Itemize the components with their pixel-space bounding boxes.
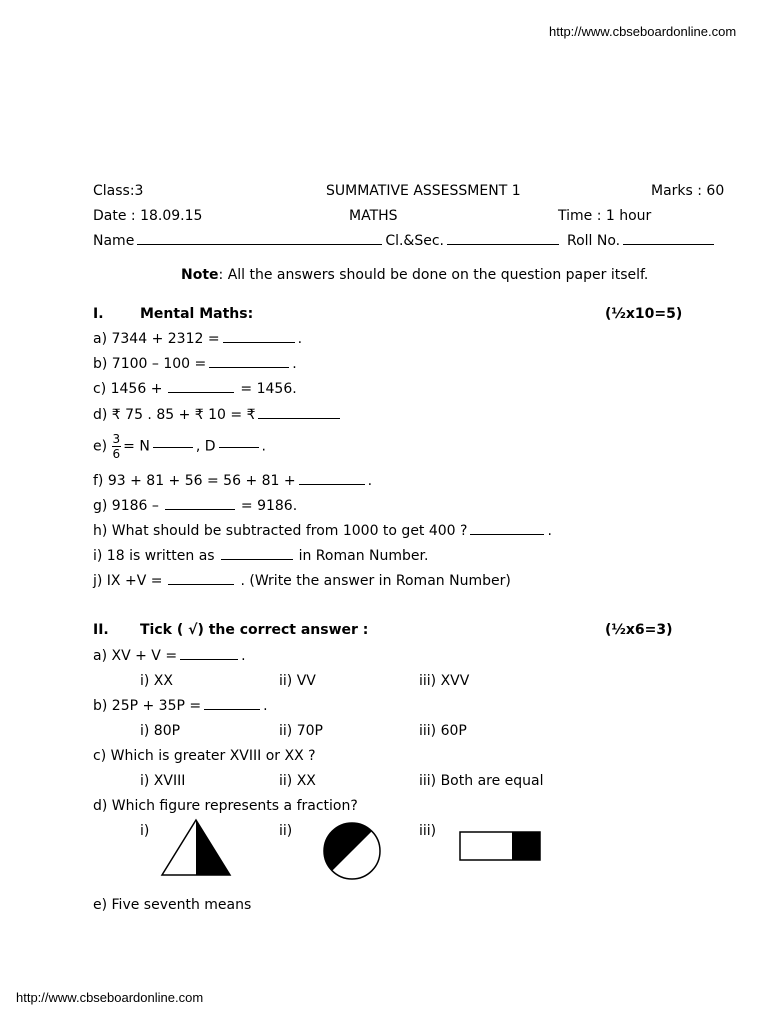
name-row [93, 233, 562, 249]
question-1a [93, 331, 302, 347]
roll-row [567, 233, 717, 249]
question-text: j) IX +V = [93, 573, 163, 589]
subject-label: MATHS [349, 208, 398, 224]
question-2a [93, 648, 246, 664]
option-2d-i[interactable]: i) [140, 823, 150, 839]
section1-number: I. [93, 306, 104, 322]
question-text: e) [93, 438, 108, 455]
answer-blank[interactable] [223, 341, 295, 343]
question-text: a) XV + V = [93, 648, 178, 664]
fraction-denominator: 6 [112, 447, 121, 461]
question-text: = N [123, 438, 150, 455]
answer-blank[interactable] [153, 446, 193, 448]
question-2c: c) Which is greater XVIII or XX ? [93, 748, 316, 764]
answer-blank[interactable] [219, 446, 259, 448]
figure-half-shaded-circle[interactable] [320, 821, 384, 881]
question-1j [93, 573, 511, 589]
question-1g [93, 498, 297, 514]
question-1c [93, 381, 297, 397]
roll-blank[interactable] [623, 243, 714, 245]
answer-blank[interactable] [470, 533, 544, 535]
question-text: f) 93 + 81 + 56 = 56 + 81 + [93, 473, 296, 489]
question-1h [93, 523, 552, 539]
question-text: = 9186. [240, 498, 298, 514]
question-text: . [241, 648, 246, 664]
question-text: h) What should be subtracted from 1000 to get 400 ? [93, 523, 468, 539]
question-1b [93, 356, 297, 372]
option-2d-ii[interactable]: ii) [279, 823, 293, 839]
source-url-top: http://www.cbseboardonline.com [549, 24, 737, 39]
answer-blank[interactable] [221, 558, 293, 560]
question-1e [93, 432, 266, 461]
question-2d: d) Which figure represents a fraction? [93, 798, 358, 814]
question-1f [93, 473, 372, 489]
date-label: Date : 18.09.15 [93, 208, 203, 224]
figure-shaded-rectangle[interactable] [459, 831, 543, 863]
question-text: . [292, 356, 297, 372]
figure-half-shaded-triangle[interactable] [160, 818, 232, 878]
answer-blank[interactable] [299, 483, 365, 485]
option-2c-iii[interactable]: iii) Both are equal [419, 773, 544, 789]
time-label: Time : 1 hour [558, 208, 652, 224]
note-label: Note [181, 267, 219, 283]
question-text: . [547, 523, 552, 539]
question-2e: e) Five seventh means [93, 897, 252, 913]
question-text: a) 7344 + 2312 = [93, 331, 220, 347]
question-text: b) 25P + 35P = [93, 698, 202, 714]
question-text: = 1456. [240, 381, 297, 397]
option-2a-i[interactable]: i) XX [140, 673, 173, 689]
answer-blank[interactable] [180, 658, 238, 660]
exam-title: SUMMATIVE ASSESSMENT 1 [326, 183, 521, 199]
option-2a-iii[interactable]: iii) XVV [419, 673, 470, 689]
answer-blank[interactable] [168, 583, 234, 585]
question-text: b) 7100 – 100 = [93, 356, 207, 372]
option-2c-ii[interactable]: ii) XX [279, 773, 316, 789]
fraction [112, 432, 122, 461]
class-label: Class:3 [93, 183, 144, 199]
option-2d-iii[interactable]: iii) [419, 823, 437, 839]
option-2b-iii[interactable]: iii) 60P [419, 723, 467, 739]
question-text: c) 1456 + [93, 381, 163, 397]
question-text: , D [195, 438, 216, 455]
option-2b-i[interactable]: i) 80P [140, 723, 181, 739]
fraction-numerator: 3 [112, 432, 121, 446]
name-blank[interactable] [137, 243, 382, 245]
answer-blank[interactable] [258, 417, 340, 419]
answer-blank[interactable] [165, 508, 235, 510]
answer-blank[interactable] [209, 366, 289, 368]
marks-label: Marks : 60 [651, 183, 725, 199]
question-2b [93, 698, 268, 714]
note-text: : All the answers should be done on the question paper itself. [218, 267, 649, 283]
question-text: in Roman Number. [298, 548, 429, 564]
question-text: . [297, 331, 303, 347]
question-text: i) 18 is written as [93, 548, 215, 564]
roll-label: Roll No. [567, 233, 621, 249]
source-url-bottom: http://www.cbseboardonline.com [16, 990, 204, 1005]
section1-marks: (½x10=5) [605, 306, 683, 322]
section1-title: Mental Maths: [140, 306, 254, 322]
option-2b-ii[interactable]: ii) 70P [279, 723, 323, 739]
option-2a-ii[interactable]: ii) VV [279, 673, 316, 689]
section2-number: II. [93, 622, 109, 638]
answer-blank[interactable] [204, 708, 260, 710]
clsec-label: Cl.&Sec. [385, 233, 444, 249]
question-text: . (Write the answer in Roman Number) [240, 573, 511, 589]
section2-marks: (½x6=3) [605, 622, 673, 638]
question-text: . [367, 473, 373, 489]
name-label: Name [93, 233, 135, 249]
question-text: d) ₹ 75 . 85 + ₹ 10 = ₹ [93, 407, 256, 423]
note [181, 267, 648, 283]
section2-title: Tick ( √) the correct answer : [140, 622, 369, 638]
question-text: g) 9186 – [93, 498, 159, 514]
question-1d [93, 407, 343, 423]
question-text: . [261, 438, 266, 455]
question-text: . [263, 698, 268, 714]
clsec-blank[interactable] [447, 243, 559, 245]
question-1i [93, 548, 428, 564]
option-2c-i[interactable]: i) XVIII [140, 773, 186, 789]
answer-blank[interactable] [168, 391, 234, 393]
